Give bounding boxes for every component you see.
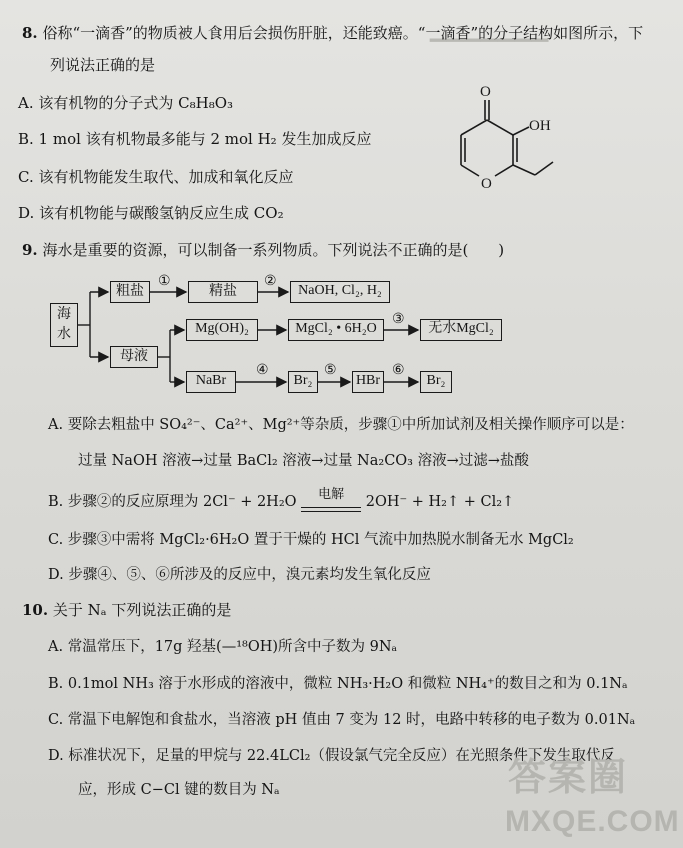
step3-marker: ③ [392, 311, 405, 327]
q9-option-a-line2: 过量 NaOH 溶液→过量 BaCl₂ 溶液→过量 Na₂CO₃ 溶液→过滤→盐酸 [78, 453, 529, 469]
mother-liquor-box: 母液 [110, 346, 158, 368]
q8-option-b: B. 1 mol 该有机物最多能与 2 mol H₂ 发生加成反应 [18, 130, 372, 148]
q8-stem-text: 俗称“一滴香”的物质被人食用后会损伤肝脏，还能致癌。“一滴香”的分子结构如图所示，下 [42, 24, 644, 42]
seawater-label-bottom: 水 [57, 326, 71, 342]
q9-option-b-reactants: B. 步骤②的反应原理为 2Cl⁻ + 2H₂O [48, 494, 297, 510]
electrolysis-products-box: NaOH, Cl₂, H₂ [290, 281, 390, 303]
q9-option-b-products: 2OH⁻ + H₂↑ + Cl₂↑ [365, 494, 515, 510]
nabr-box: NaBr [186, 371, 236, 393]
seawater-label-top: 海 [57, 306, 71, 322]
q10-stem-text: 关于 Nₐ 下列说法正确的是 [52, 601, 232, 619]
flowchart-connectors [0, 0, 683, 420]
q10-option-d-line1: D. 标准状况下，足量的甲烷与 22.4LCl₂（假设氯气完全反应）在光照条件下发生取代反 [48, 748, 615, 764]
q9-option-d: D. 步骤④、⑤、⑥所涉及的反应中，溴元素均发生氧化反应 [48, 567, 431, 583]
ring-oxygen-label: O [481, 176, 492, 192]
mgoh2-box: Mg(OH)₂ [186, 319, 258, 341]
ketone-oxygen-label: O [480, 84, 491, 100]
step4-marker: ④ [256, 362, 269, 378]
electrolysis-condition [301, 487, 361, 512]
q10-option-c: C. 常温下电解饱和食盐水，当溶液 pH 值由 7 变为 12 时，电路中转移的电子数为 0.01Nₐ [48, 712, 636, 728]
mgcl2-hydrate-box: MgCl₂ • 6H₂O [288, 319, 384, 341]
watermark-logo-bottom: MXQE.COM [505, 805, 680, 838]
watermark-logo-top: 答案圈 [508, 757, 629, 799]
q8-stem-line2: 列说法正确的是 [50, 56, 156, 74]
q10-option-b: B. 0.1mol NH₃ 溶于水形成的溶液中，微粒 NH₃·H₂O 和微粒 NH₄⁺的数目之和为 0.1Nₐ [48, 676, 628, 692]
step1-marker: ① [158, 273, 171, 289]
q10-stem-line [22, 600, 231, 620]
anhydrous-mgcl2-box: 无水MgCl₂ [420, 319, 502, 341]
q8-number: 8. [22, 24, 38, 42]
q8-option-c: C. 该有机物能发生取代、加成和氧化反应 [18, 168, 294, 186]
q10-number: 10. [22, 601, 49, 619]
br2-box-first: Br₂ [288, 371, 318, 393]
q9-stem-text: 海水是重要的资源，可以制备一系列物质。下列说法不正确的是( ) [42, 241, 505, 259]
br2-box-second: Br₂ [420, 371, 452, 393]
q9-option-a-line1: A. 要除去粗盐中 SO₄²⁻、Ca²⁺、Mg²⁺等杂质，步骤①中所加试剂及相关操作顺序可以是： [48, 417, 634, 433]
seawater-box [50, 303, 78, 347]
q10-option-d-line2: 应，形成 C−Cl 键的数目为 Nₐ [78, 782, 280, 798]
q8-option-a: A. 该有机物的分子式为 C₈H₈O₃ [18, 94, 234, 112]
q8-option-d: D. 该有机物能与碳酸氢钠反应生成 CO₂ [18, 204, 284, 222]
q9-option-c: C. 步骤③中需将 MgCl₂·6H₂O 置于干燥的 HCl 气流中加热脱水制备无水 MgCl₂ [48, 532, 574, 548]
step2-marker: ② [264, 273, 277, 289]
step5-marker: ⑤ [324, 362, 337, 378]
hbr-box: HBr [352, 371, 384, 393]
q10-option-a: A. 常温常压下，17g 羟基(—¹⁸OH)所含中子数为 9Nₐ [48, 639, 398, 655]
step6-marker: ⑥ [392, 362, 405, 378]
hydroxyl-label: OH [529, 118, 551, 134]
q9-number: 9. [22, 241, 38, 259]
fine-salt-box: 精盐 [188, 281, 258, 303]
q9-option-b [48, 487, 515, 512]
equals-sign [301, 507, 361, 512]
electrolysis-condition-label: 电解 [318, 487, 345, 502]
bleed-through-decoration: ▔▔▔▔▔▔▔ [430, 40, 549, 65]
crude-salt-box: 粗盐 [110, 281, 150, 303]
